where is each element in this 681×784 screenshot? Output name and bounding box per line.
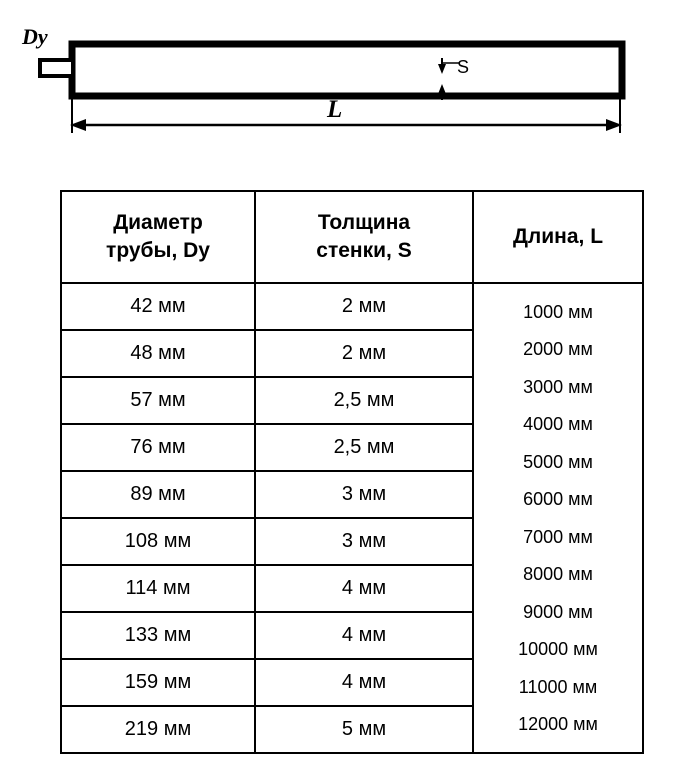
length-option: 12000 мм — [518, 714, 598, 735]
column-header-diameter-line2: трубы, Dy — [106, 239, 210, 262]
cell-diameter: 219 мм — [61, 706, 255, 753]
length-option: 11000 мм — [518, 676, 598, 697]
length-option: 5000 мм — [523, 451, 593, 472]
length-dimension — [70, 96, 622, 133]
length-option: 4000 мм — [523, 414, 593, 435]
table-header — [61, 191, 643, 283]
cell-diameter: 48 мм — [61, 330, 255, 377]
column-header-thickness-line1: Толщина — [317, 210, 411, 234]
length-option: 3000 мм — [523, 376, 593, 397]
cell-thickness: 2,5 мм — [255, 377, 473, 424]
pipe-body-shape — [72, 44, 622, 96]
cell-diameter: 76 мм — [61, 424, 255, 471]
cell-thickness: 2 мм — [255, 283, 473, 330]
cell-diameter: 57 мм — [61, 377, 255, 424]
length-option: 2000 мм — [523, 339, 593, 360]
cell-thickness: 4 мм — [255, 612, 473, 659]
pipe-drawing-svg — [0, 0, 681, 175]
cell-thickness: 4 мм — [255, 565, 473, 612]
table-body — [61, 283, 643, 753]
cell-diameter: 89 мм — [61, 471, 255, 518]
cell-thickness: 3 мм — [255, 471, 473, 518]
diameter-label: Dy — [22, 24, 48, 49]
cell-thickness: 4 мм — [255, 659, 473, 706]
cell-thickness: 5 мм — [255, 706, 473, 753]
cell-length-list — [473, 283, 643, 753]
column-header-thickness-line2: стенки, S — [316, 239, 412, 262]
length-option: 1000 мм — [523, 301, 593, 322]
column-header-diameter-line1: Диаметр — [113, 210, 203, 234]
length-option: 7000 мм — [523, 526, 593, 547]
length-option: 10000 мм — [518, 639, 598, 660]
cell-thickness: 2,5 мм — [255, 424, 473, 471]
length-label: L — [327, 96, 343, 123]
cell-thickness: 2 мм — [255, 330, 473, 377]
length-option: 8000 мм — [523, 564, 593, 585]
column-header-thickness — [255, 191, 473, 283]
column-header-diameter — [61, 191, 255, 283]
cell-thickness: 3 мм — [255, 518, 473, 565]
table-row — [61, 283, 643, 330]
length-option: 9000 мм — [523, 601, 593, 622]
cell-diameter: 159 мм — [61, 659, 255, 706]
pipe-specifications-table — [60, 190, 644, 754]
length-option: 6000 мм — [523, 489, 593, 510]
wall-thickness-label: S — [457, 57, 470, 77]
pipe-technical-drawing — [0, 0, 681, 175]
pipe-diameter-stub-shape — [40, 60, 73, 76]
table-header-row — [61, 191, 643, 283]
cell-diameter: 133 мм — [61, 612, 255, 659]
column-header-length: Длина, L — [473, 191, 643, 283]
cell-diameter: 114 мм — [61, 565, 255, 612]
cell-diameter: 42 мм — [61, 283, 255, 330]
cell-diameter: 108 мм — [61, 518, 255, 565]
